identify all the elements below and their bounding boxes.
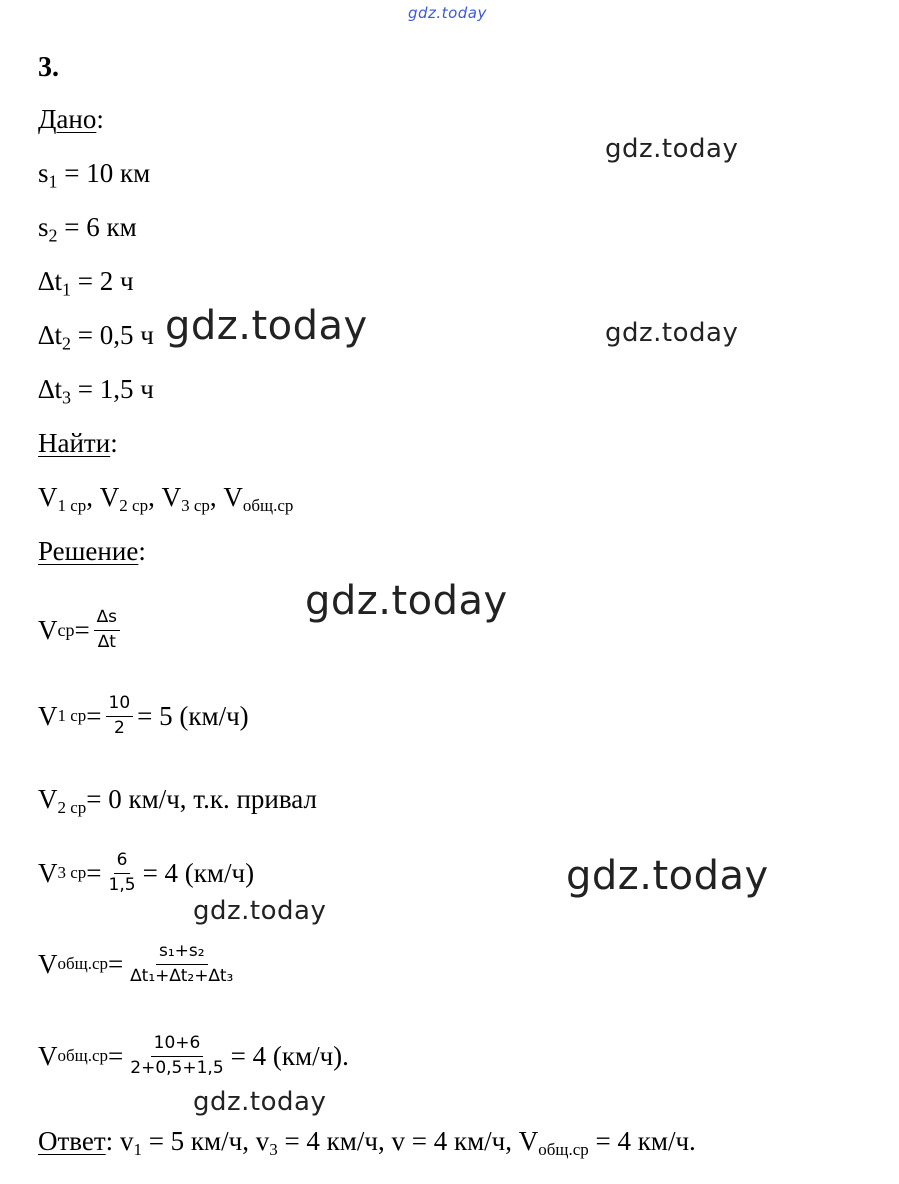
symbol: v <box>255 1126 270 1156</box>
symbol: V <box>518 1126 539 1156</box>
watermark: gdz.today <box>605 318 739 348</box>
symbol: V <box>223 482 243 512</box>
formula-average-speed: V ср = $\frac{\Delta s}{\Delta t}$ <box>38 608 124 652</box>
subscript: 3 ср <box>181 496 210 516</box>
symbol: V <box>38 1040 58 1071</box>
subscript: общ.ср <box>538 1140 589 1160</box>
watermark: gdz.today <box>566 853 769 899</box>
symbol: v <box>119 1126 134 1156</box>
value: = 5 км/ч, <box>141 1126 256 1156</box>
symbol: V <box>38 857 58 888</box>
watermark: gdz.today <box>193 1087 327 1117</box>
symbol: ∆t <box>38 374 63 404</box>
answer-line <box>38 1126 696 1160</box>
subscript: 2 ср <box>57 798 87 818</box>
watermark: gdz.today <box>193 896 327 926</box>
find-label: Найти <box>38 428 111 458</box>
colon: : <box>105 1126 114 1156</box>
separator: , <box>209 482 224 512</box>
symbol: V <box>38 784 58 814</box>
numerator: 6 <box>114 851 131 874</box>
separator: , <box>86 482 100 512</box>
symbol: V <box>99 482 120 512</box>
result: = 4 (км/ч). <box>230 1040 349 1071</box>
watermark-top: gdz.today <box>408 4 487 22</box>
separator: , <box>148 482 162 512</box>
equals: = <box>86 700 102 731</box>
subscript: 2 <box>48 225 58 246</box>
equals: = <box>74 614 90 645</box>
symbol: s <box>38 212 49 242</box>
fraction <box>94 608 120 652</box>
fraction <box>106 694 134 738</box>
answer-label: Ответ <box>38 1126 106 1156</box>
given-item <box>38 212 137 246</box>
subscript: 3 <box>269 1140 278 1160</box>
formula-v2 <box>38 784 317 818</box>
numerator: 10 <box>106 694 134 717</box>
subscript: 1 ср <box>57 496 87 516</box>
given-item <box>38 320 154 354</box>
subscript: 3 <box>62 387 72 408</box>
value: = 0 км/ч, т.к. привал <box>86 784 317 814</box>
numerator: 10+6 <box>151 1034 204 1057</box>
fraction <box>127 1034 226 1078</box>
denominator: 1,5 <box>108 874 136 895</box>
subscript: 1 <box>133 1140 142 1160</box>
subscript: общ.ср <box>242 496 294 516</box>
numerator: ∆s <box>94 608 120 631</box>
fraction <box>127 942 236 986</box>
value: v = 4 км/ч, <box>391 1126 519 1156</box>
symbol: V <box>38 614 58 645</box>
formula-v-total: V общ.ср = $\frac{\text{s₁+s₂}}{\text{∆t₁+∆t₂+∆t₃}}$ <box>38 942 240 986</box>
find-heading <box>38 430 118 457</box>
given-item <box>38 266 134 300</box>
subscript: 1 <box>48 171 58 192</box>
watermark: gdz.today <box>165 303 368 349</box>
watermark: gdz.today <box>605 134 739 164</box>
symbol: V <box>161 482 182 512</box>
formula-v1: V 1 ср = $\frac{10}{2}$ = 5 (км/ч) <box>38 693 249 738</box>
symbol: ∆t <box>38 320 63 350</box>
denominator: ∆t₁+∆t₂+∆t₃ <box>130 965 234 986</box>
denominator: 2+0,5+1,5 <box>130 1057 224 1078</box>
given-item <box>38 374 154 408</box>
formula-v-total-calc: V общ.ср = $\frac{10+6}{2+0,5+1,5}$ = 4 (км/ч). <box>38 1033 349 1078</box>
subscript: 1 <box>62 279 72 300</box>
fraction <box>106 851 139 895</box>
symbol: V <box>38 700 58 731</box>
equals: = <box>108 1040 124 1071</box>
symbol: V <box>38 482 58 512</box>
value: = 4 км/ч, <box>277 1126 392 1156</box>
colon: : <box>138 536 146 566</box>
equals: = <box>108 948 124 979</box>
solution-heading <box>38 538 146 565</box>
given-label: Дано <box>38 104 97 134</box>
solution-label: Решение <box>38 536 139 566</box>
symbol: ∆t <box>38 266 63 296</box>
given-item <box>38 158 151 192</box>
watermark: gdz.today <box>305 578 508 624</box>
colon: : <box>96 104 104 134</box>
subscript: 2 <box>62 333 72 354</box>
result: = 4 (км/ч) <box>142 857 255 888</box>
value: = 4 км/ч. <box>588 1126 696 1156</box>
colon: : <box>110 428 118 458</box>
given-heading <box>38 106 104 133</box>
value: = 1,5 ч <box>71 374 154 404</box>
find-list <box>38 482 294 516</box>
symbol: V <box>38 948 58 979</box>
symbol: s <box>38 158 49 188</box>
value: = 0,5 ч <box>71 320 154 350</box>
equals: = <box>86 857 102 888</box>
denominator: ∆t <box>97 631 116 652</box>
result: = 5 (км/ч) <box>137 700 249 731</box>
problem-number: 3. <box>38 52 59 83</box>
denominator: 2 <box>113 717 125 738</box>
value: = 10 км <box>57 158 151 188</box>
value: = 6 км <box>57 212 137 242</box>
subscript: 2 ср <box>119 496 149 516</box>
value: = 2 ч <box>71 266 134 296</box>
numerator: s₁+s₂ <box>156 942 208 965</box>
formula-v3: V 3 ср = $\frac{6}{1,5}$ = 4 (км/ч) <box>38 850 255 895</box>
